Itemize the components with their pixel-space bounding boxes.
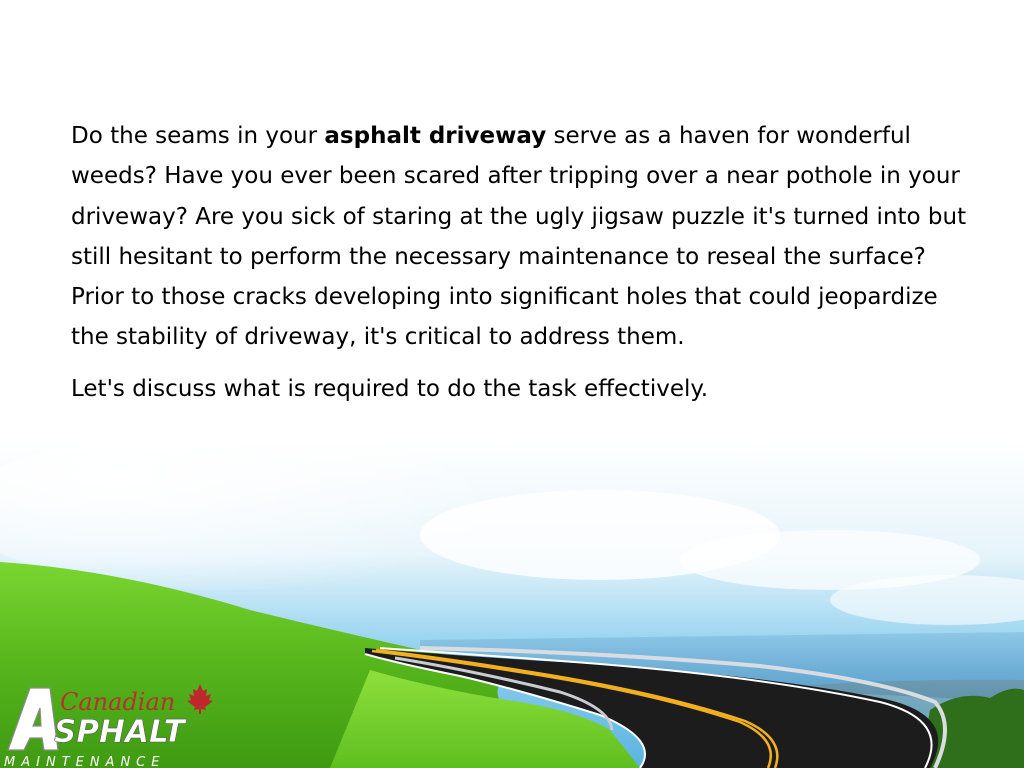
canadian-asphalt-logo <box>0 680 230 768</box>
logo-word-canadian: Canadian <box>60 688 176 716</box>
closing-paragraph: Let's discuss what is required to do the task effectively. <box>71 375 709 402</box>
maple-leaf-icon <box>187 684 213 714</box>
intro-text-rest: serve as a haven for wonderful weeds? Have you ever been scared after tripping over a near pothole in your driveway? Are you sick of staring at the ugly jigsaw puzzle it's turned into but still hesitant to perform the necessary maintenance to reseal the surface? Prior to those cracks developing into significant holes that could jeopardize the stability of driveway, it's critical to address them. <box>71 123 967 351</box>
intro-text-start: Do the seams in your <box>71 123 325 149</box>
keyword-asphalt-driveway: asphalt driveway <box>324 123 547 149</box>
intro-paragraph <box>71 116 971 358</box>
logo-a-shape <box>8 688 58 750</box>
logo-word-sphalt: SPHALT <box>54 714 185 750</box>
logo-word-maintenance: MAINTENANCE <box>4 755 166 768</box>
slide-text <box>71 116 971 409</box>
